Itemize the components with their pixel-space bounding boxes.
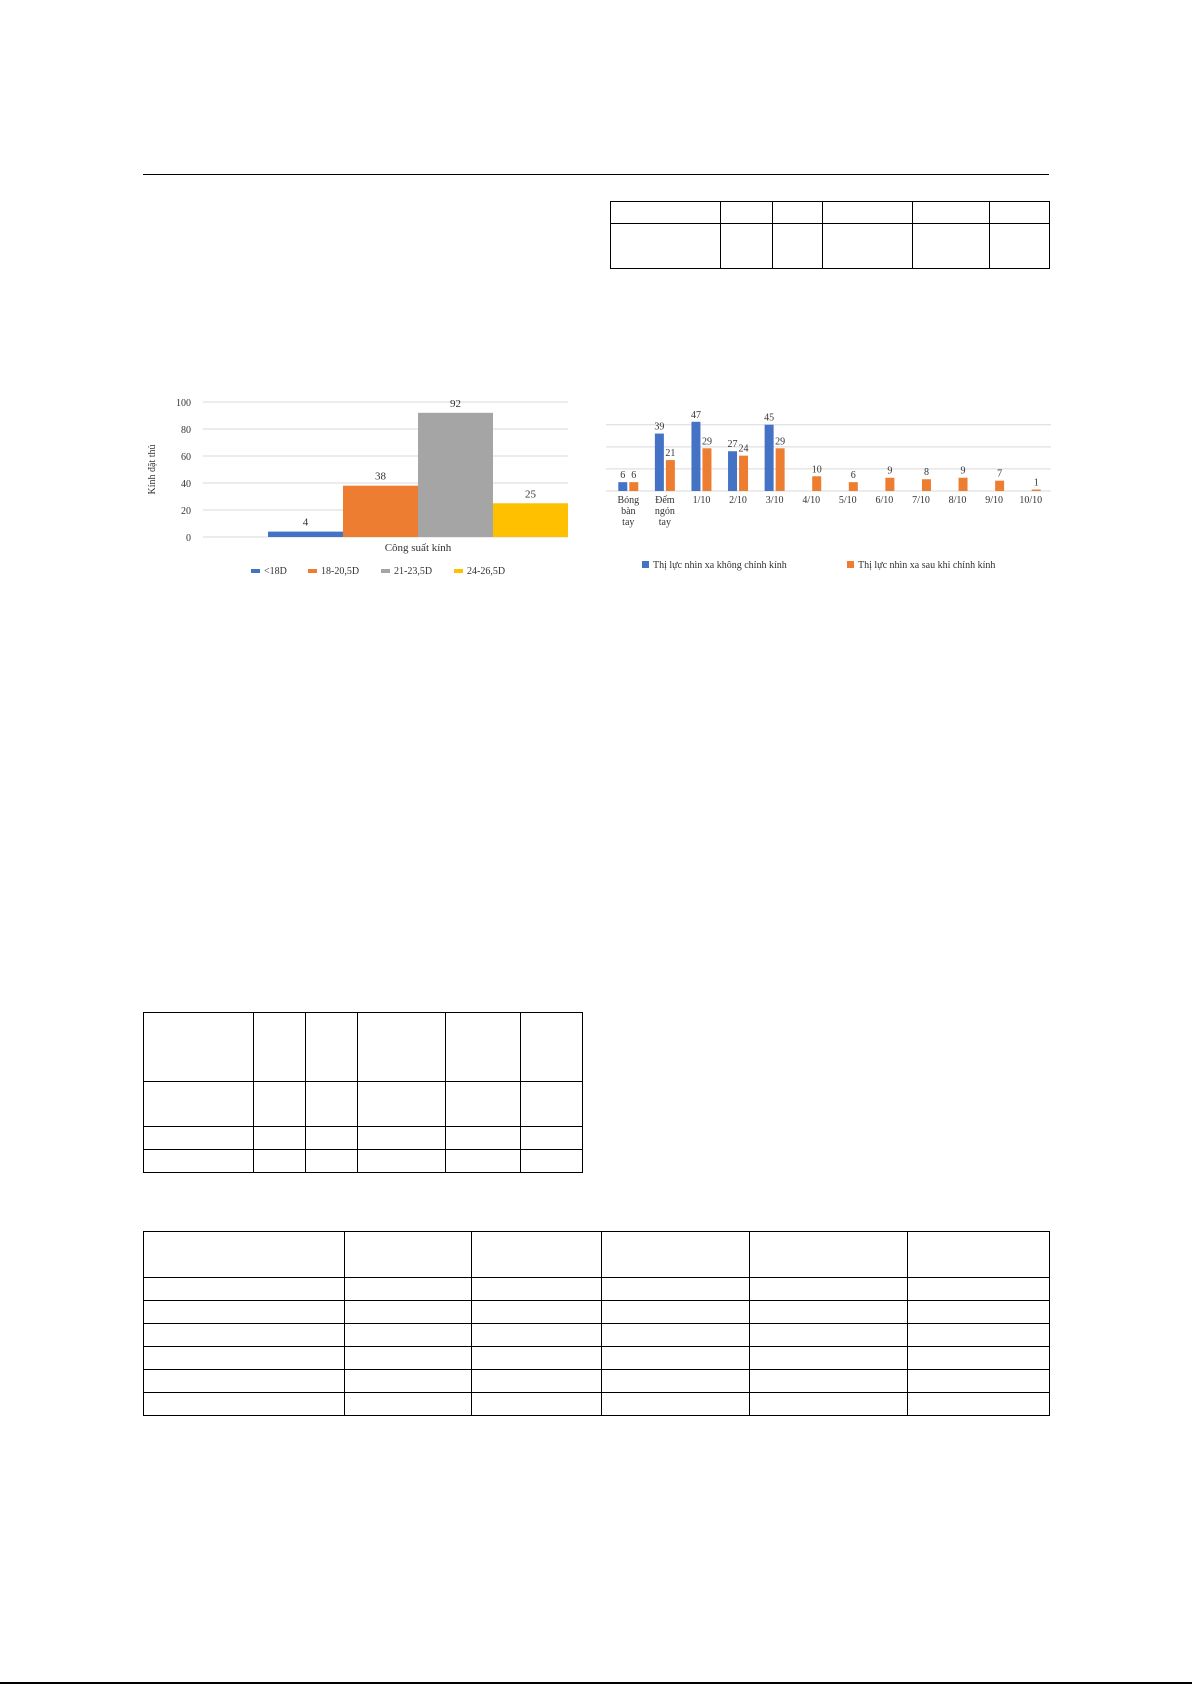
table-row [144,1370,1050,1393]
data-label: 8 [923,467,929,479]
table-bottom [143,1231,1050,1416]
bar [268,532,343,537]
bar-corrected [849,482,858,491]
data-label: 10 [811,464,822,476]
legend-label: 18-20,5D [321,566,360,577]
table-row [144,1127,583,1150]
y-axis-label: Kính đặt thủ [147,444,158,495]
bar-corrected [666,460,675,491]
legend-label: 21-23,5D [394,566,433,577]
x-tick-label: bàn [621,506,636,517]
y-tick-label: 60 [181,452,191,463]
legend-swatch [381,569,390,573]
x-tick-label: 4/10 [802,495,821,506]
x-tick-label: 1/10 [692,495,711,506]
data-label: 45 [764,412,775,424]
visual-acuity-chart-svg [606,400,1051,580]
data-label: 27 [727,439,738,451]
bar [493,503,568,537]
data-label: 6 [620,470,626,482]
bar-corrected [812,476,821,491]
y-tick-label: 40 [181,479,191,490]
legend-label: 24-26,5D [467,566,506,577]
data-label: 9 [960,465,966,477]
table-row [144,1301,1050,1324]
data-label: 47 [690,409,701,421]
table-row [144,1150,583,1173]
header-rule [143,174,1049,175]
legend-label: Thị lực nhìn xa không chỉnh kính [653,560,787,571]
bar-corrected [702,448,711,491]
bar-uncorrected [691,422,700,491]
visual-acuity-chart [606,400,1051,580]
data-label: 24 [738,443,749,455]
table-row [144,1013,583,1082]
data-label: 29 [701,436,712,448]
bar-uncorrected [765,425,774,491]
legend-label: <18D [264,566,287,577]
data-label: 39 [654,421,665,433]
table-middle-left [143,1012,583,1173]
bar [418,413,493,537]
table-row [611,202,1050,224]
bar-uncorrected [728,451,737,491]
x-tick-label: 7/10 [912,495,930,506]
table-row [611,224,1050,269]
table-row [144,1324,1050,1347]
legend-swatch [454,569,463,573]
legend-swatch [251,569,260,573]
x-tick-label: Bóng [617,495,640,506]
legend-swatch [308,569,317,573]
data-label: 4 [302,516,309,529]
x-tick-label: ngón [654,506,675,517]
bar-uncorrected [618,482,627,491]
x-tick-label: 10/10 [1019,495,1043,506]
data-label: 38 [375,470,386,483]
bar [343,486,418,537]
x-tick-label: tay [622,517,635,528]
table-row [144,1278,1050,1301]
y-tick-label: 20 [181,506,191,517]
data-label: 92 [450,397,461,410]
data-label: 1 [1033,477,1039,489]
x-axis-label: Công suất kính [384,542,452,554]
bar-corrected [1032,490,1041,491]
data-label: 29 [775,436,786,448]
data-label: 7 [997,468,1003,480]
table-row [144,1232,1050,1278]
x-tick-label: 9/10 [985,495,1004,506]
x-tick-label: 3/10 [765,495,784,506]
bar-corrected [885,478,894,491]
x-tick-label: Đếm [655,495,675,506]
bar-corrected [629,482,638,491]
y-tick-label: 0 [186,533,191,544]
legend-label: Thị lực nhìn xa sau khi chỉnh kính [858,560,996,571]
table-row [144,1347,1050,1370]
data-label: 21 [665,448,676,460]
x-tick-label: 8/10 [948,495,967,506]
table-row [144,1082,583,1127]
table-top-right [610,201,1050,269]
x-tick-label: 2/10 [729,495,747,506]
y-tick-label: 80 [181,425,191,436]
bar-corrected [776,448,785,491]
bar-corrected [959,478,968,491]
y-tick-label: 100 [176,398,191,409]
data-label: 25 [525,488,536,501]
data-label: 6 [631,470,637,482]
x-tick-label: 6/10 [875,495,894,506]
x-tick-label: tay [658,517,671,528]
bar-corrected [995,481,1004,491]
legend-swatch [847,561,854,568]
bar-corrected [739,456,748,491]
bar-uncorrected [655,434,664,491]
x-tick-label: 5/10 [838,495,857,506]
lens-power-chart [143,380,583,590]
lens-power-chart-svg [143,380,583,590]
data-label: 9 [887,465,893,477]
legend-swatch [642,561,649,568]
table-row [144,1393,1050,1416]
bar-corrected [922,479,931,491]
data-label: 6 [850,470,856,482]
